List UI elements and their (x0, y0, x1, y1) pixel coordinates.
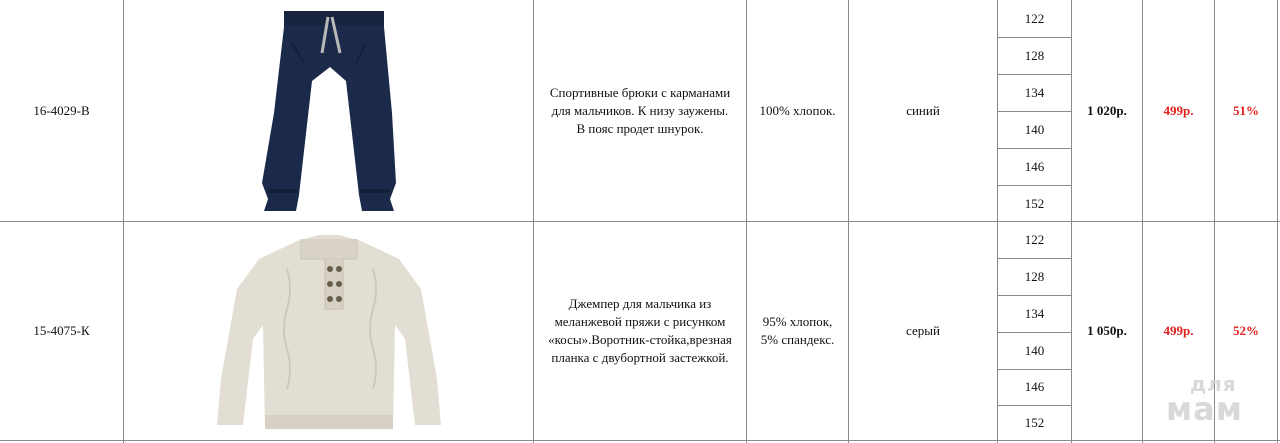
product-color: синий (906, 102, 940, 118)
description-line: Спортивные брюки с карманами (549, 84, 731, 100)
description-line: меланжевой пряжи с рисунком (554, 314, 726, 329)
grey-knit-jumper-image (209, 229, 449, 434)
product-color: серый (906, 323, 940, 338)
size-value: 122 (1024, 232, 1045, 247)
material-line: 5% спандекс. (760, 332, 835, 347)
description-line: Джемпер для мальчика из (568, 296, 712, 311)
discount: 51% (1233, 102, 1259, 118)
article-code: 16-4029-В (33, 102, 90, 118)
size-value: 152 (1024, 415, 1045, 430)
new-price: 499р. (1163, 323, 1194, 338)
navy-sweatpants-image (244, 3, 414, 218)
product-image (124, 222, 533, 440)
old-price: 1 050р. (1087, 323, 1127, 338)
article-code: 15-4075-К (33, 323, 90, 338)
description-line: планка с двубортной застежкой. (551, 350, 729, 365)
size-value: 146 (1024, 379, 1045, 394)
size-value: 140 (1024, 122, 1045, 137)
product-material (747, 0, 848, 221)
size-value: 146 (1024, 159, 1045, 174)
size-value: 140 (1024, 343, 1045, 358)
size-value: 152 (1024, 196, 1045, 211)
old-price: 1 020р. (1087, 102, 1127, 118)
discount: 52% (1233, 323, 1259, 338)
material-line: 100% хлопок. (759, 102, 836, 118)
size-value: 128 (1024, 269, 1045, 284)
size-value: 122 (1024, 11, 1045, 26)
product-description (534, 0, 746, 221)
product-image (124, 0, 533, 221)
row-divider (0, 440, 1280, 441)
size-value: 128 (1024, 48, 1045, 63)
product-description (534, 222, 746, 440)
description-line: «косы».Воротник-стойка,врезная (548, 332, 732, 347)
watermark-line: для (1190, 372, 1237, 396)
size-value: 134 (1024, 306, 1045, 321)
description-line: для мальчиков. К низу заужены. (551, 102, 729, 118)
new-price: 499р. (1163, 102, 1194, 118)
watermark-line: мам (1166, 390, 1243, 428)
size-value: 134 (1024, 85, 1045, 100)
material-line: 95% хлопок, (762, 314, 833, 329)
product-material (747, 222, 848, 440)
description-line: В пояс продет шнурок. (576, 120, 704, 136)
